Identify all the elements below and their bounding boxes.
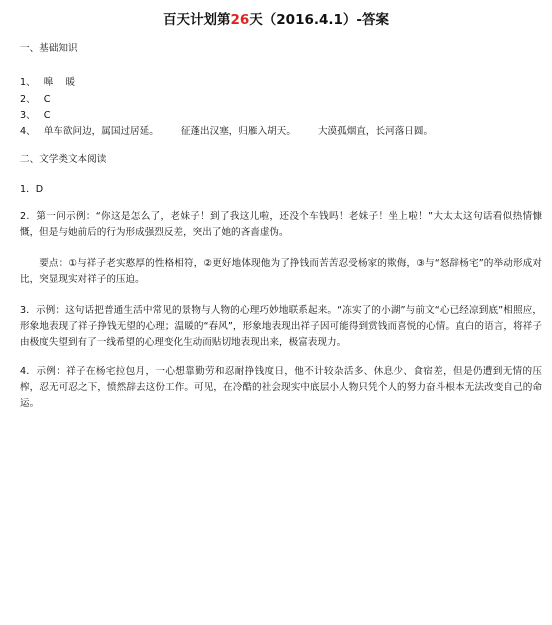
poem-line-3: 大漠孤烟直，长河落日圆。 [317,126,434,137]
answer-2-points: 要点：①与祥子老实憨厚的性格相符，②更好地体现他为了挣钱而苦苦忍受杨家的欺侮，③与“怒辞杨宅”的举动形成对比，突显现实对祥子的压迫。 [20,258,542,285]
answer-number: 1、 [20,77,36,88]
poem-line-2: 征蓬出汉塞，归雁入胡天。 [180,126,296,137]
answer-item-1 [20,76,75,89]
answer-2: 2．第一问示例：“你这是怎么了，老妹子！到了我这儿啦，还没个车钱吗！老妹子！坐上啦！”大太太这句话看似热情慷慨，但是与她前后的行为形成强烈反差，突出了她的吝啬虚伪。 [20,211,542,238]
answer-number: 2、 [20,94,36,105]
answer-3: 3．示例：这句话把普通生活中常见的景物与人物的心理巧妙地联系起来。“冻实了的小湖”与前文“心已经凉到底”相照应，形象地表现了祥子挣钱无望的心理；温暖的“春风”，形象地表现出祥子因可能得到赏钱而喜悦的心情。直白的语言，将祥子由极度失望到有了一线希望的心理变化生动而贴切地表现出来，极富表现力。 [20,305,542,348]
answer-1: 1．D [20,184,44,195]
answer-text: 嗥 暖 [43,77,76,88]
answer-number: 4、 [20,126,36,137]
title-suffix: 天（2016.4.1）-答案 [249,12,390,28]
section-heading-reading: 二、文学类文本阅读 [20,154,107,165]
answer-item-2 [20,93,50,106]
answer-number: 3、 [20,110,36,121]
title-day-number: 26 [230,12,250,28]
page-title [0,8,552,28]
answer-text: C [43,110,51,121]
poem-line-1: 单车欲问边，属国过居延。 [43,126,159,137]
answer-item-4 [20,125,433,138]
answer-4: 4．示例：祥子在杨宅拉包月，一心想靠勤劳和忍耐挣钱度日，他不计较杂活多、休息少、食宿差，但是仍遭到无情的压榨，忍无可忍之下，愤然辞去这份工作。可见，在冷酷的社会现实中底层小人物只凭个人的努力奋斗根本无法改变自己的命运。 [20,366,542,409]
answer-text: C [43,94,51,105]
answer-item-3 [20,109,50,122]
title-prefix: 百天计划第 [162,12,231,28]
section-heading-basics: 一、基础知识 [20,43,78,54]
